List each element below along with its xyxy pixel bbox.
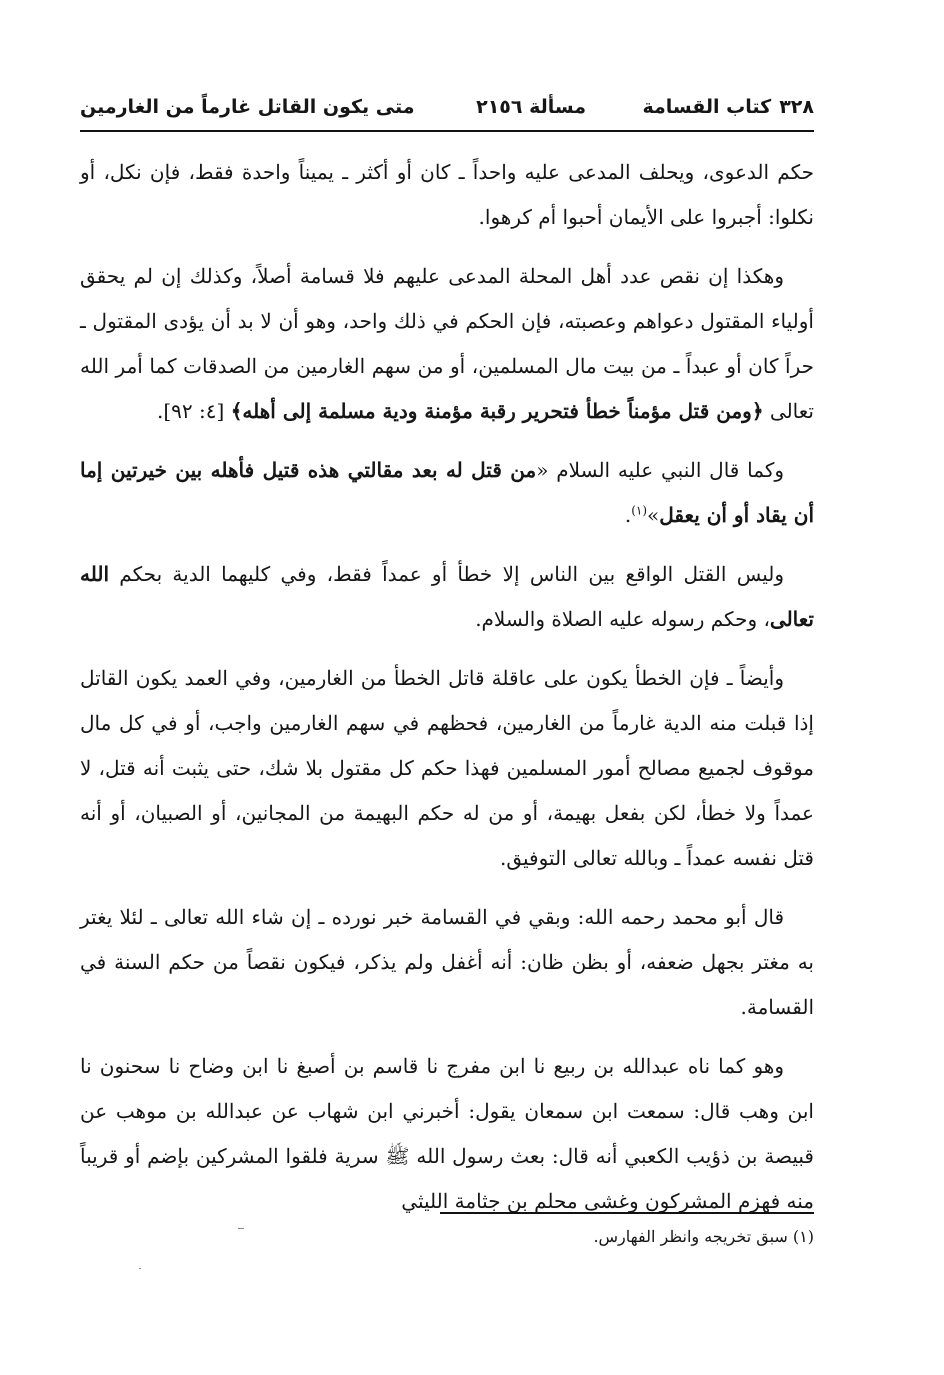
main-text bbox=[80, 150, 814, 1238]
paragraph: قال أبو محمد رحمه الله: وبقي في القسامة خبر نورده ـ إن شاء الله تعالى ـ لئلا يغتر به مغتر بجهل ضعفه، أو بظن ظان: أنه أغفل ولم يذكر، فيكون نقصاً من حكم السنة في القسامة. bbox=[80, 905, 814, 1019]
header-right bbox=[642, 96, 814, 118]
paragraph: وأيضاً ـ فإن الخطأ يكون على عاقلة قاتل الخطأ من الغارمين، وفي العمد يكون القاتل إذا قبلت منه الدية غارماً من الغارمين، فحظهم في سهم الغارمين واجب، أو في كل مال موقوف لجميع مصالح أمور المسلمين فهذا حكم كل مقتول بلا شك، حتى يثبت أنه قتل، لا عمداً ولا خطأ، لكن بفعل بهيمة، أو من له حكم البهيمة من المجانين، أو الصبيان، أو أنه قتل نفسه عمداً ـ وبالله تعالى التوفيق. bbox=[80, 666, 814, 870]
header-rule bbox=[80, 130, 814, 132]
paragraph-bold: الله تعالى bbox=[80, 562, 814, 631]
paragraph-text: وليس القتل الواقع بين الناس إلا خطأ أو عمداً فقط، وفي كليهما الدية بحكم bbox=[119, 562, 784, 586]
footnote: (١) سبق تخريجه وانظر الفهارس. bbox=[593, 1227, 814, 1246]
page-number: ٣٢٨ bbox=[779, 96, 814, 118]
paragraph: حكم الدعوى، ويحلف المدعى عليه واحداً ـ كان أو أكثر ـ يميناً واحدة فقط، فإن نكل، أو نكلوا: أجبروا على الأيمان أحبوا أم كرهوا. bbox=[80, 160, 814, 229]
paragraph bbox=[80, 448, 814, 538]
scan-speck bbox=[238, 1228, 244, 1229]
hadith-text: من قتل له بعد مقالتي هذه قتيل فأهله بين خيرتين إما أن يقاد أو أن يعقل bbox=[80, 458, 814, 527]
footnote-marker: (١) bbox=[631, 503, 648, 518]
running-header bbox=[80, 92, 814, 126]
paragraph bbox=[80, 552, 814, 642]
scan-speck bbox=[139, 1268, 141, 1269]
hadith-close: » bbox=[647, 503, 660, 527]
issue-number: مسألة ٢١٥٦ bbox=[476, 96, 586, 118]
paragraph-text: وهكذا إن نقص عدد أهل المحلة المدعى عليهم فلا قسامة أصلاً، وكذلك إن لم يحقق أولياء المقتول دعواهم وعصبته، فإن الحكم في ذلك واحد، وهو أن لا بد أن يؤدى المقتول ـ حراً كان أو عبداً ـ من بيت مال المسلمين، أو من سهم الغارمين من الصدقات كما أمر الله تعالى bbox=[80, 264, 814, 423]
section-title: متى يكون القاتل غارماً من الغارمين bbox=[80, 96, 415, 118]
hadith-end: . bbox=[624, 503, 632, 527]
paragraph bbox=[80, 254, 814, 434]
paragraph-text: وكما قال النبي عليه السلام « bbox=[536, 458, 784, 482]
paragraph-text: ، وحكم رسوله عليه الصلاة والسلام. bbox=[475, 607, 770, 631]
book-title: كتاب القسامة bbox=[642, 96, 772, 118]
quran-verse: ﴿ومن قتل مؤمناً خطأ فتحرير رقبة مؤمنة ودية مسلمة إلى أهله﴾ bbox=[230, 399, 764, 423]
paragraph: وهو كما ناه عبدالله بن ربيع نا ابن مفرج نا قاسم بن أصبغ نا ابن وضاح نا سحنون نا ابن وهب قال: سمعت ابن سمعان يقول: أخبرني ابن شهاب عن عبدالله بن موهب عن قبيصة بن ذؤيب الكعبي أنه قال: بعث رسول الله ﷺ سرية فلقوا المشركين بإضم أو قريباً منه فهزم المشركون وغشى محلم بن جثامة الليثي bbox=[80, 1054, 814, 1213]
footnote-rule bbox=[440, 1212, 814, 1214]
verse-reference: [٤: ٩٢]. bbox=[157, 399, 225, 423]
